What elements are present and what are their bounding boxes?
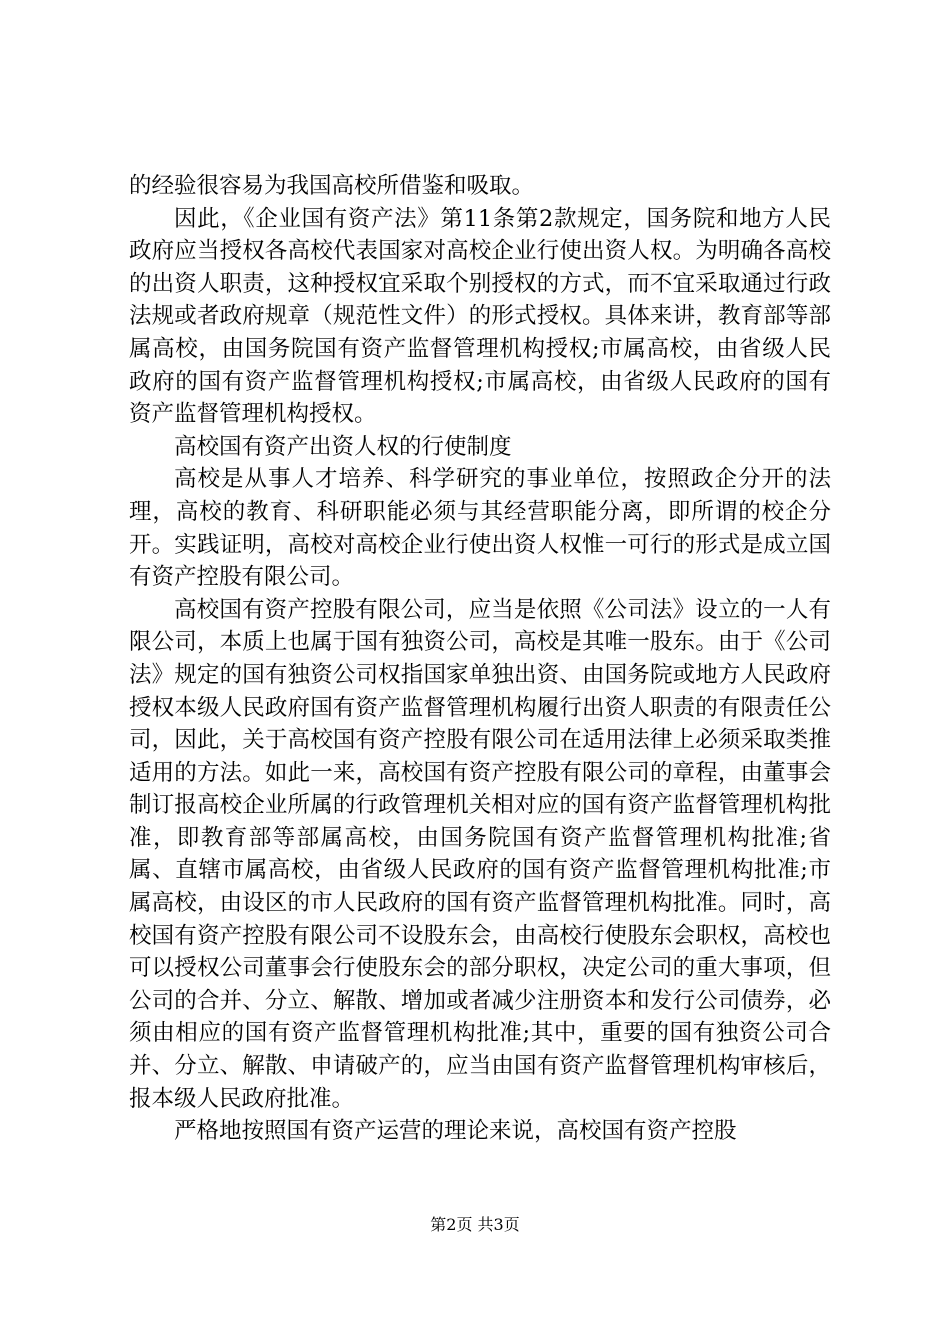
paragraph-4: 高校国有资产控股有限公司，应当是依照《公司法》设立的一人有限公司，本质上也属于国有独资公司，高校是其唯一股东。由于《公司法》规定的国有独资公司权指国家单独出资、由国务院或地方人民政府授权本级人民政府国有资产监督管理机构履行出资人职责的有限责任公司，因此，关于高校国有资产控股有限公司在适用法律上必须采取类推适用的方法。如此一来，高校国有资产控股有限公司的章程，由董事会制订报高校企业所属的行政管理机关相对应的国有资产监督管理机构批准，即教育部等部属高校，由国务院国有资产监督管理机构批准;省属、直辖市属高校，由省级人民政府的国有资产监督管理机构批准;市属高校，由设区的市人民政府的国有资产监督管理机构批准。同时，高校国有资产控股有限公司不设股东会，由高校行使股东会职权，高校也可以授权公司董事会行使股东会的部分职权，决定公司的重大事项，但公司的合并、分立、解散、增加或者减少注册资本和发行公司债券，必须由相应的国有资产监督管理机构批准;其中，重要的国有独资公司合并、分立、解散、申请破产的，应当由国有资产监督管理机构审核后，报本级人民政府批准。 [129,596,831,1112]
page-footer: 第2页 共3页 [430,1215,520,1234]
paragraph-5: 严格地按照国有资产运营的理论来说，高校国有资产控股 [174,1118,737,1145]
document-body [129,170,831,1148]
paragraph-3: 高校是从事人才培养、科学研究的事业单位，按照政企分开的法理，高校的教育、科研职能必须与其经营职能分离，即所谓的校企分开。实践证明，高校对高校企业行使出资人权惟一可行的形式是成立国有资产控股有限公司。 [129,466,831,591]
section-heading: 高校国有资产出资人权的行使制度 [174,433,512,460]
paragraph-2: 因此，《企业国有资产法》第11条第2款规定，国务院和地方人民政府应当授权各高校代表国家对高校企业行使出资人权。为明确各高校的出资人职责，这种授权宜采取个别授权的方式，而不宜采取通过行政法规或者政府规章（规范性文件）的形式授权。具体来讲，教育部等部属高校，由国务院国有资产监督管理机构授权;市属高校，由省级人民政府的国有资产监督管理机构授权;市属高校，由省级人民政府的国有资产监督管理机构授权。 [129,205,831,428]
paragraph-1: 的经验很容易为我国高校所借鉴和吸取。 [129,173,535,199]
